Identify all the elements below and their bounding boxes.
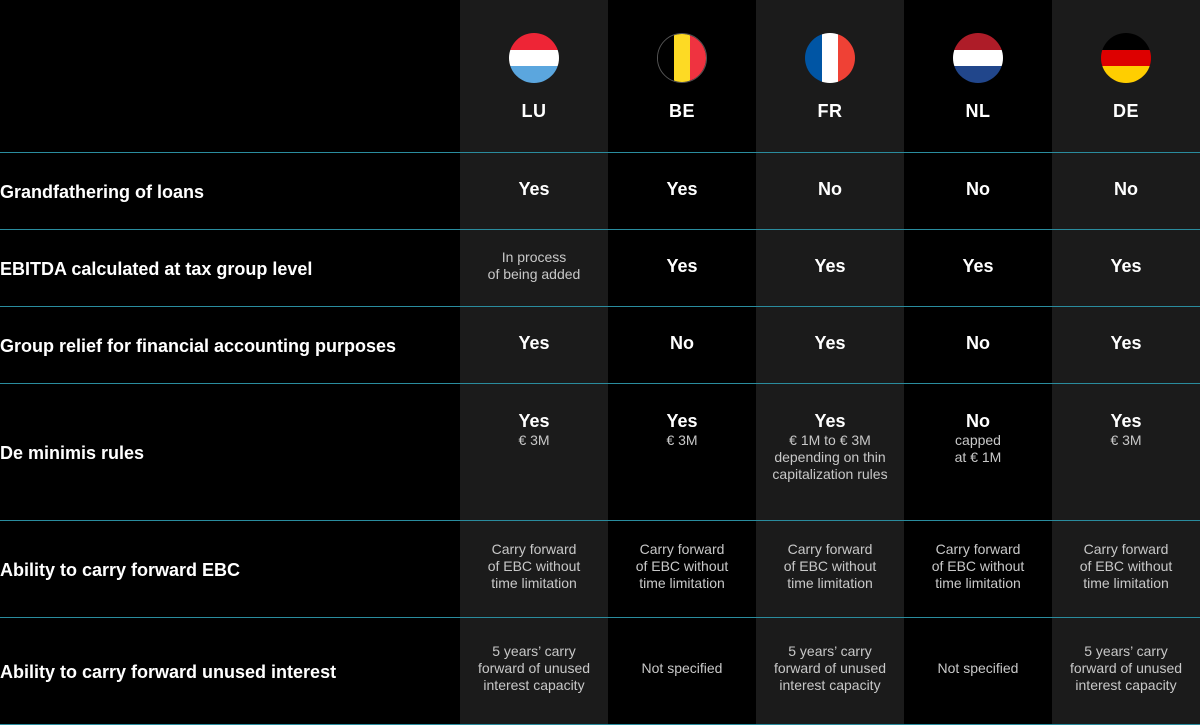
- table-cell: [460, 643, 608, 694]
- table-cell: [1052, 178, 1200, 200]
- cell-detail-line: interest capacity: [1075, 677, 1177, 693]
- table-cell: [904, 332, 1052, 354]
- cell-detail-line: time limitation: [491, 575, 577, 591]
- table-cell: [1052, 410, 1200, 449]
- cell-detail-line: 5 years’ carry: [492, 643, 576, 659]
- cell-detail-line: Carry forward: [787, 541, 873, 557]
- row-divider: [0, 520, 1200, 521]
- cell-detail: [608, 432, 756, 449]
- flag-stripe: [1101, 50, 1151, 67]
- france-flag-icon: [805, 33, 855, 83]
- cell-value: Yes: [814, 411, 846, 431]
- cell-detail-line: In process: [501, 248, 567, 265]
- flag-stripe: [1101, 66, 1151, 83]
- cell-detail-line: forward of unused: [773, 660, 887, 676]
- table-cell: [460, 249, 608, 283]
- flag-stripe: [509, 66, 559, 83]
- cell-detail-line: € 3M: [666, 432, 698, 448]
- row-divider: [0, 229, 1200, 230]
- cell-detail-line: time limitation: [639, 575, 725, 591]
- flag-stripe: [1101, 33, 1151, 50]
- cell-detail-line: Carry forward: [491, 541, 577, 557]
- cell-value: Yes: [814, 255, 846, 276]
- cell-detail-line: € 1M to € 3M: [789, 432, 871, 448]
- cell-detail: [460, 643, 608, 694]
- cell-detail-line: forward of unused: [1069, 660, 1183, 676]
- flag-stripe: [690, 34, 706, 82]
- cell-detail-line: Not specified: [937, 660, 1019, 676]
- cell-value: Yes: [962, 255, 994, 276]
- table-cell: [460, 541, 608, 592]
- table-cell: [756, 541, 904, 592]
- cell-detail-line: of being added: [487, 265, 581, 282]
- cell-detail-line: 5 years’ carry: [1084, 643, 1168, 659]
- row-label: Ability to carry forward unused interest: [0, 661, 337, 682]
- cell-detail-line: capitalization rules: [772, 466, 888, 482]
- cell-value: Yes: [814, 332, 846, 353]
- country-code: LU: [521, 101, 547, 121]
- table-cell: [608, 178, 756, 200]
- flag-stripe: [838, 33, 855, 83]
- table-cell: [460, 332, 608, 354]
- table-cell: [608, 255, 756, 277]
- table-cell: [608, 410, 756, 449]
- cell-detail: [460, 249, 608, 283]
- cell-value: No: [818, 178, 842, 199]
- cell-detail-line: interest capacity: [483, 677, 585, 693]
- cell-detail-line: of EBC without: [783, 558, 877, 574]
- table-cell: [904, 178, 1052, 200]
- table-cell: [460, 410, 608, 449]
- cell-detail: [1052, 432, 1200, 449]
- table-cell: [460, 178, 608, 200]
- row-label: Grandfathering of loans: [0, 181, 205, 202]
- cell-detail-line: of EBC without: [1079, 558, 1173, 574]
- luxembourg-flag-icon: [509, 33, 559, 83]
- cell-value: Yes: [666, 411, 698, 431]
- table-cell: [608, 332, 756, 354]
- netherlands-flag-icon: [953, 33, 1003, 83]
- cell-detail: [608, 660, 756, 677]
- cell-value: Yes: [1110, 255, 1142, 276]
- cell-detail-line: of EBC without: [487, 558, 581, 574]
- flag-stripe: [805, 33, 822, 83]
- cell-detail-line: capped: [955, 432, 1001, 448]
- country-header-nl: [904, 0, 1052, 152]
- country-header-de: [1052, 0, 1200, 152]
- cell-detail: [904, 660, 1052, 677]
- flag-stripe: [509, 33, 559, 50]
- cell-value: No: [966, 178, 990, 199]
- table-cell: [904, 410, 1052, 466]
- cell-value: Yes: [518, 411, 550, 431]
- cell-value: No: [966, 411, 990, 431]
- cell-detail-line: time limitation: [1083, 575, 1169, 591]
- table-cell: [756, 643, 904, 694]
- cell-detail: [904, 432, 1052, 466]
- cell-detail-line: Carry forward: [1083, 541, 1169, 557]
- country-code: DE: [1112, 101, 1139, 121]
- flag-stripe: [953, 50, 1003, 67]
- row-divider: [0, 383, 1200, 384]
- cell-detail: [608, 541, 756, 592]
- table-cell: [1052, 332, 1200, 354]
- cell-detail-line: forward of unused: [477, 660, 591, 676]
- cell-detail: [756, 541, 904, 592]
- cell-detail-line: Not specified: [641, 660, 723, 676]
- country-code: FR: [817, 101, 843, 121]
- cell-detail-line: 5 years’ carry: [788, 643, 872, 659]
- cell-value: Yes: [666, 255, 698, 276]
- country-code: BE: [668, 101, 695, 121]
- cell-detail-line: € 3M: [1110, 432, 1142, 448]
- table-cell: [904, 541, 1052, 592]
- cell-detail-line: depending on thin: [774, 449, 886, 465]
- row-divider: [0, 152, 1200, 153]
- germany-flag-icon: [1101, 33, 1151, 83]
- flag-stripe: [658, 34, 674, 82]
- table-cell: [756, 178, 904, 200]
- cell-detail-line: at € 1M: [954, 449, 1002, 465]
- cell-detail: [1052, 541, 1200, 592]
- cell-value: Yes: [1110, 411, 1142, 431]
- table-cell: [756, 255, 904, 277]
- flag-stripe: [674, 34, 690, 82]
- cell-detail-line: time limitation: [787, 575, 873, 591]
- cell-detail: [756, 643, 904, 694]
- cell-value: No: [670, 332, 694, 353]
- cell-value: No: [966, 332, 990, 353]
- table-cell: [608, 541, 756, 592]
- country-header-fr: [756, 0, 904, 152]
- cell-value: Yes: [1110, 332, 1142, 353]
- country-header-lu: [460, 0, 608, 152]
- flag-stripe: [822, 33, 839, 83]
- cell-value: Yes: [666, 178, 698, 199]
- row-divider: [0, 306, 1200, 307]
- row-label: EBITDA calculated at tax group level: [0, 258, 313, 279]
- table-cell: [904, 255, 1052, 277]
- flag-stripe: [953, 33, 1003, 50]
- row-label: Group relief for financial accounting purposes: [0, 335, 397, 356]
- table-cell: [756, 410, 904, 483]
- belgium-flag-icon: [657, 33, 707, 83]
- cell-detail-line: interest capacity: [779, 677, 881, 693]
- table-cell: [1052, 643, 1200, 694]
- cell-detail: [460, 432, 608, 449]
- cell-detail-line: € 3M: [518, 432, 550, 448]
- flag-stripe: [509, 50, 559, 67]
- row-divider: [0, 617, 1200, 618]
- table-cell: [904, 660, 1052, 677]
- row-label: Ability to carry forward EBC: [0, 559, 241, 580]
- cell-detail-line: time limitation: [935, 575, 1021, 591]
- table-cell: [756, 332, 904, 354]
- table-cell: [608, 660, 756, 677]
- cell-value: Yes: [518, 332, 550, 353]
- row-label: De minimis rules: [0, 442, 145, 463]
- cell-detail-line: Carry forward: [639, 541, 725, 557]
- flag-stripe: [953, 66, 1003, 83]
- cell-detail-line: Carry forward: [935, 541, 1021, 557]
- country-header-be: [608, 0, 756, 152]
- cell-detail: [756, 432, 904, 483]
- cell-detail-line: of EBC without: [931, 558, 1025, 574]
- table-cell: [1052, 541, 1200, 592]
- table-cell: [1052, 255, 1200, 277]
- country-code: NL: [965, 101, 991, 121]
- cell-detail: [1052, 643, 1200, 694]
- cell-detail-line: of EBC without: [635, 558, 729, 574]
- cell-value: No: [1114, 178, 1138, 199]
- cell-value: Yes: [518, 178, 550, 199]
- cell-detail: [460, 541, 608, 592]
- cell-detail: [904, 541, 1052, 592]
